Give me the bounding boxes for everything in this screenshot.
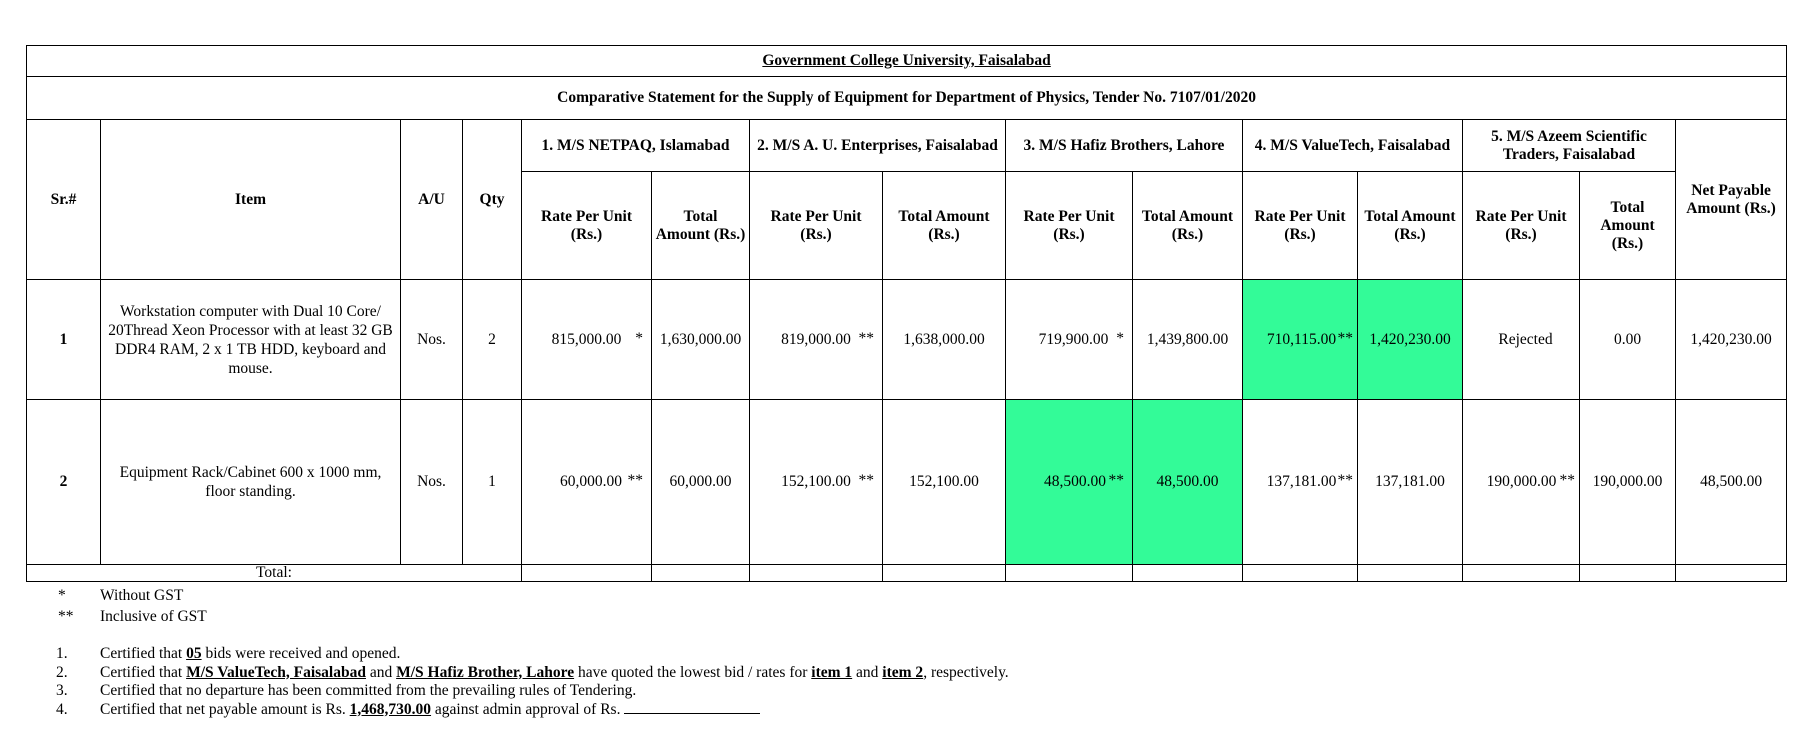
- gst-mark: **: [627, 472, 643, 490]
- rate-value: 137,181.00: [1266, 473, 1337, 490]
- net-payable-cell: 48,500.00: [1676, 400, 1787, 565]
- rate-cell: [1243, 400, 1358, 565]
- col-header-au: A/U: [401, 120, 463, 280]
- cert-text-part: Certified that: [100, 663, 187, 681]
- vendor-header-3: 3. M/S Hafiz Brothers, Lahore: [1006, 120, 1243, 172]
- col-header-rate-5: Rate Per Unit (Rs.): [1463, 172, 1580, 280]
- total-cell-empty: [652, 565, 750, 582]
- rate-value: 48,500.00: [1044, 473, 1106, 490]
- bid-count: 05: [186, 645, 202, 662]
- total-cell: 1,638,000.00: [883, 280, 1006, 400]
- row-qty: 2: [463, 280, 522, 400]
- certification-item: [26, 664, 1226, 683]
- total-cell-empty: [883, 565, 1006, 582]
- row-au: Nos.: [401, 400, 463, 565]
- row-au: Nos.: [401, 280, 463, 400]
- rate-value: 60,000.00: [560, 473, 622, 490]
- certification-item: [26, 682, 1226, 701]
- total-cell: 0.00: [1580, 280, 1676, 400]
- gst-mark: **: [1337, 472, 1353, 490]
- cert-text-part: against admin approval of Rs.: [431, 700, 625, 718]
- vendor-name: M/S Hafiz Brother, Lahore: [396, 663, 575, 681]
- rate-cell: [1463, 280, 1580, 400]
- rate-cell: [750, 280, 883, 400]
- total-cell-empty: [1358, 565, 1463, 582]
- certification-number: 4.: [56, 700, 68, 718]
- vendor-name: M/S ValueTech, Faisalabad: [186, 663, 366, 681]
- total-cell-empty: [1676, 565, 1787, 582]
- certification-text: [100, 701, 1226, 720]
- col-header-rate-3: Rate Per Unit (Rs.): [1006, 172, 1133, 280]
- col-header-total-1: Total Amount (Rs.): [652, 172, 750, 280]
- rate-value: 190,000.00: [1486, 473, 1557, 490]
- lowest-rate-cell: [1006, 400, 1133, 565]
- certification-number: 1.: [56, 645, 68, 662]
- total-cell-empty: [1243, 565, 1358, 582]
- total-cell: 1,630,000.00: [652, 280, 750, 400]
- item-ref: item 2: [882, 663, 924, 681]
- col-header-rate-2: Rate Per Unit (Rs.): [750, 172, 883, 280]
- col-header-total-5: Total Amount (Rs.): [1580, 172, 1676, 280]
- vendor-header-5: 5. M/S Azeem Scientific Traders, Faisalabad: [1463, 120, 1676, 172]
- total-cell: 60,000.00: [652, 400, 750, 565]
- gst-mark: **: [1337, 329, 1353, 347]
- vendor-header-2: 2. M/S A. U. Enterprises, Faisalabad: [750, 120, 1006, 172]
- comparative-statement-table: [26, 45, 1787, 582]
- gst-mark: *: [1116, 329, 1124, 347]
- col-header-qty: Qty: [463, 120, 522, 280]
- col-header-net-payable: Net Payable Amount (Rs.): [1676, 120, 1787, 280]
- row-qty: 1: [463, 400, 522, 565]
- legend-item: [26, 607, 1226, 626]
- col-header-rate-4: Rate Per Unit (Rs.): [1243, 172, 1358, 280]
- lowest-total-cell: 48,500.00: [1133, 400, 1243, 565]
- legend-text: Without GST: [100, 587, 184, 604]
- rate-cell: [1006, 280, 1133, 400]
- certification-text: [100, 664, 1226, 683]
- footnotes: [26, 586, 1226, 719]
- rate-value: 819,000.00: [781, 330, 851, 348]
- rate-cell: [522, 400, 652, 565]
- rate-value: Rejected: [1498, 330, 1553, 348]
- cert-text-part: Certified that net payable amount is Rs.: [100, 700, 350, 718]
- rate-value: 152,100.00: [781, 473, 851, 490]
- document-title: Government College University, Faisalabad: [27, 46, 1787, 77]
- total-cell: 152,100.00: [883, 400, 1006, 565]
- total-cell-empty: [1133, 565, 1243, 582]
- legend-text: Inclusive of GST: [100, 608, 207, 625]
- lowest-total-cell: 1,420,230.00: [1358, 280, 1463, 400]
- legend-symbol: *: [58, 587, 66, 604]
- certification-number: 3.: [56, 682, 68, 699]
- rate-cell: [1463, 400, 1580, 565]
- document-subtitle: Comparative Statement for the Supply of Equipment for Department of Physics, Tender No. 7107/01/2020: [27, 77, 1787, 120]
- col-header-item: Item: [101, 120, 401, 280]
- gst-mark: **: [858, 472, 874, 490]
- cert-text-part: and: [365, 663, 397, 681]
- item-ref: item 1: [811, 663, 853, 681]
- vendor-header-1: 1. M/S NETPAQ, Islamabad: [522, 120, 750, 172]
- certification-number: 2.: [56, 663, 68, 681]
- rate-value: 719,900.00: [1038, 330, 1109, 348]
- net-payable-cell: 1,420,230.00: [1676, 280, 1787, 400]
- row-item: Equipment Rack/Cabinet 600 x 1000 mm, floor standing.: [101, 400, 401, 565]
- row-item: Workstation computer with Dual 10 Core/ 20Thread Xeon Processor with at least 32 GB DDR4 RAM, 2 x 1 TB HDD, keyboard and mouse.: [101, 280, 401, 400]
- col-header-total-3: Total Amount (Rs.): [1133, 172, 1243, 280]
- rate-cell: [522, 280, 652, 400]
- net-payable-amount: 1,468,730.00: [349, 700, 432, 718]
- total-cell-empty: [750, 565, 883, 582]
- gst-mark: **: [1559, 472, 1575, 490]
- gst-mark: **: [1108, 472, 1124, 490]
- total-cell: 1,439,800.00: [1133, 280, 1243, 400]
- cert-text-part: and: [852, 663, 883, 681]
- table-row: [27, 280, 1787, 400]
- certification-text: [100, 645, 1226, 664]
- table-row: [27, 400, 1787, 565]
- cert-text-part: , respectively.: [923, 663, 1009, 681]
- cert-text-part: bids were received and opened.: [201, 645, 401, 662]
- col-header-total-4: Total Amount (Rs.): [1358, 172, 1463, 280]
- row-sr: 1: [27, 280, 101, 400]
- cert-text-part: Certified that: [100, 645, 187, 662]
- gst-mark: *: [635, 329, 643, 347]
- blank-line: [624, 701, 760, 714]
- vendor-header-4: 4. M/S ValueTech, Faisalabad: [1243, 120, 1463, 172]
- certification-item: [26, 645, 1226, 664]
- certification-item: [26, 701, 1226, 720]
- rate-value: 710,115.00: [1266, 330, 1337, 348]
- gst-mark: **: [858, 329, 874, 347]
- total-cell-empty: [1006, 565, 1133, 582]
- col-header-rate-1: Rate Per Unit (Rs.): [522, 172, 652, 280]
- total-cell-empty: [1463, 565, 1580, 582]
- total-label: Total:: [27, 565, 522, 582]
- lowest-rate-cell: [1243, 280, 1358, 400]
- total-cell: 137,181.00: [1358, 400, 1463, 565]
- legend-symbol: **: [58, 608, 74, 625]
- total-cell-empty: [1580, 565, 1676, 582]
- rate-cell: [750, 400, 883, 565]
- legend-item: [26, 586, 1226, 605]
- cert-text-part: have quoted the lowest bid / rates for: [574, 663, 812, 681]
- comparative-statement-sheet: [26, 45, 1784, 589]
- certification-text: Certified that no departure has been committed from the prevailing rules of Tendering.: [100, 682, 637, 699]
- rate-value: 815,000.00: [551, 330, 622, 348]
- col-header-sr: Sr.#: [27, 120, 101, 280]
- col-header-total-2: Total Amount (Rs.): [883, 172, 1006, 280]
- row-sr: 2: [27, 400, 101, 565]
- total-cell: 190,000.00: [1580, 400, 1676, 565]
- total-cell-empty: [522, 565, 652, 582]
- total-row: [27, 565, 1787, 582]
